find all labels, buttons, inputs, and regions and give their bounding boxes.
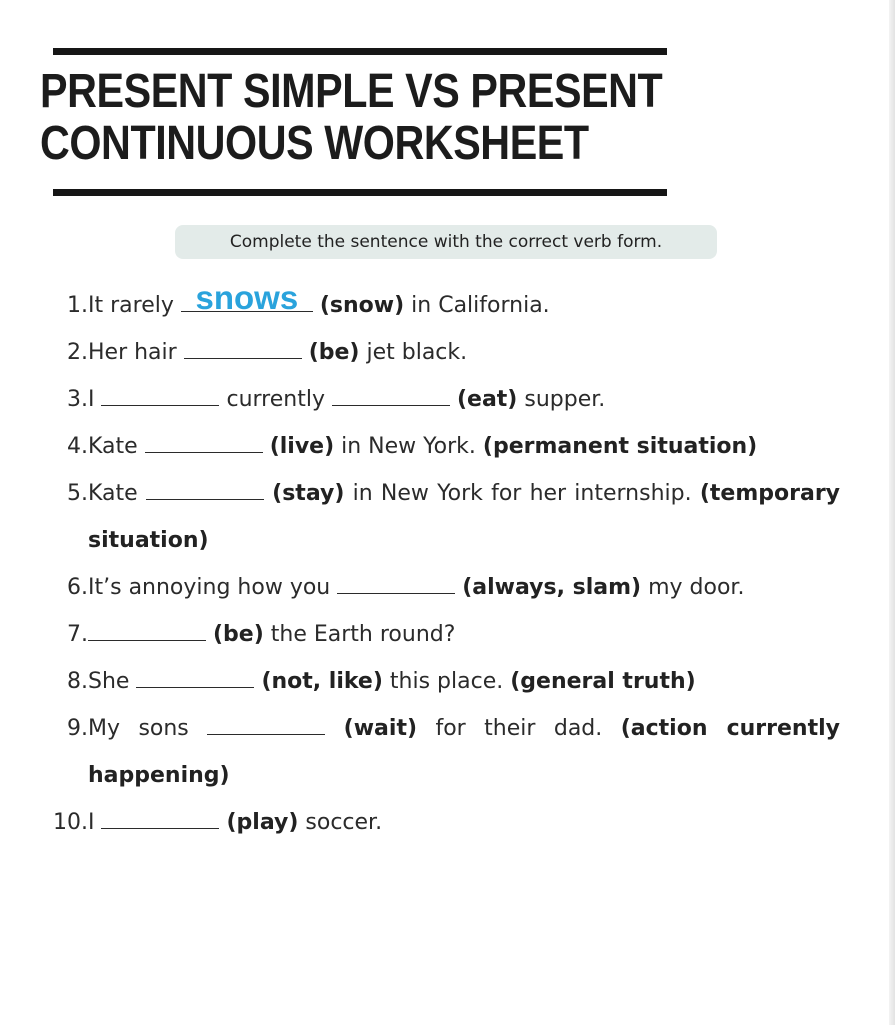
context-note: (permanent situation) xyxy=(482,434,758,459)
question-number: 3. xyxy=(67,387,88,412)
answer-blank[interactable] xyxy=(181,279,313,316)
sentence-text: jet black. xyxy=(359,340,468,365)
answer-blank[interactable] xyxy=(184,336,302,359)
sentence-text: currently xyxy=(219,387,332,412)
sentence-text: my door. xyxy=(641,575,745,600)
worksheet-title xyxy=(40,65,663,170)
sentence-text: Kate xyxy=(88,434,145,459)
question-number: 6. xyxy=(67,575,88,600)
question-7 xyxy=(50,611,840,658)
question-number: 10. xyxy=(53,810,88,835)
sentence-text: She xyxy=(88,669,137,694)
title-rule-top xyxy=(53,48,667,55)
question-number: 9. xyxy=(67,716,88,741)
answer-blank[interactable] xyxy=(145,430,263,453)
verb-hint: (wait) xyxy=(343,716,418,741)
question-number: 8. xyxy=(67,669,88,694)
title-line-2: CONTINUOUS WORKSHEET xyxy=(40,117,589,170)
sentence-text: in New York for her internship. xyxy=(344,481,700,506)
question-9 xyxy=(50,705,840,799)
verb-hint: (always, slam) xyxy=(462,575,642,600)
question-1 xyxy=(50,279,840,329)
sentence-text: in New York. xyxy=(334,434,483,459)
context-note: (action currently happening) xyxy=(88,716,840,788)
question-number: 5. xyxy=(67,481,88,506)
verb-hint: (play) xyxy=(226,810,299,835)
verb-hint: (be) xyxy=(213,622,264,647)
sentence-text: for their dad. xyxy=(417,716,621,741)
verb-hint: (snow) xyxy=(319,293,405,318)
question-2 xyxy=(50,329,840,376)
verb-hint: (stay) xyxy=(272,481,345,506)
question-3 xyxy=(50,376,840,423)
question-number: 1. xyxy=(67,293,88,318)
verb-hint: (be) xyxy=(308,340,360,365)
answer-blank[interactable] xyxy=(101,806,219,829)
sentence-text: soccer. xyxy=(298,810,383,835)
question-10 xyxy=(50,799,840,846)
filled-answer: snows xyxy=(195,279,299,316)
instruction-banner: Complete the sentence with the correct verb form. xyxy=(175,225,717,259)
sentence-text: Her hair xyxy=(88,340,184,365)
sentence-text: It rarely xyxy=(88,293,181,318)
question-6 xyxy=(50,564,840,611)
title-rule-bottom xyxy=(53,189,667,196)
question-number: 4. xyxy=(67,434,88,459)
exercise-list xyxy=(50,279,841,846)
page-edge xyxy=(889,0,895,1025)
question-number: 2. xyxy=(67,340,88,365)
question-number: 7. xyxy=(67,622,88,647)
sentence-text: I xyxy=(88,387,102,412)
question-5 xyxy=(50,470,840,564)
context-note: (temporary situation) xyxy=(88,481,841,553)
answer-blank[interactable] xyxy=(207,712,325,735)
verb-hint: (eat) xyxy=(456,387,518,412)
answer-blank[interactable] xyxy=(146,477,264,500)
sentence-text: the Earth round? xyxy=(263,622,456,647)
sentence-text: in California. xyxy=(404,293,550,318)
question-4 xyxy=(50,423,840,470)
answer-blank[interactable] xyxy=(88,618,206,641)
sentence-text: supper. xyxy=(517,387,606,412)
sentence-text: I xyxy=(88,810,102,835)
verb-hint: (live) xyxy=(269,434,335,459)
sentence-text: My sons xyxy=(88,716,208,741)
context-note: (general truth) xyxy=(510,669,696,694)
answer-blank[interactable] xyxy=(332,383,450,406)
question-8 xyxy=(50,658,840,705)
sentence-text: It’s annoying how you xyxy=(88,575,338,600)
sentence-text: Kate xyxy=(88,481,146,506)
sentence-text: this place. xyxy=(382,669,511,694)
verb-hint: (not, like) xyxy=(261,669,383,694)
answer-blank[interactable] xyxy=(337,571,455,594)
answer-blank[interactable] xyxy=(136,665,254,688)
title-line-1: PRESENT SIMPLE VS PRESENT xyxy=(40,65,663,118)
answer-blank[interactable] xyxy=(101,383,219,406)
